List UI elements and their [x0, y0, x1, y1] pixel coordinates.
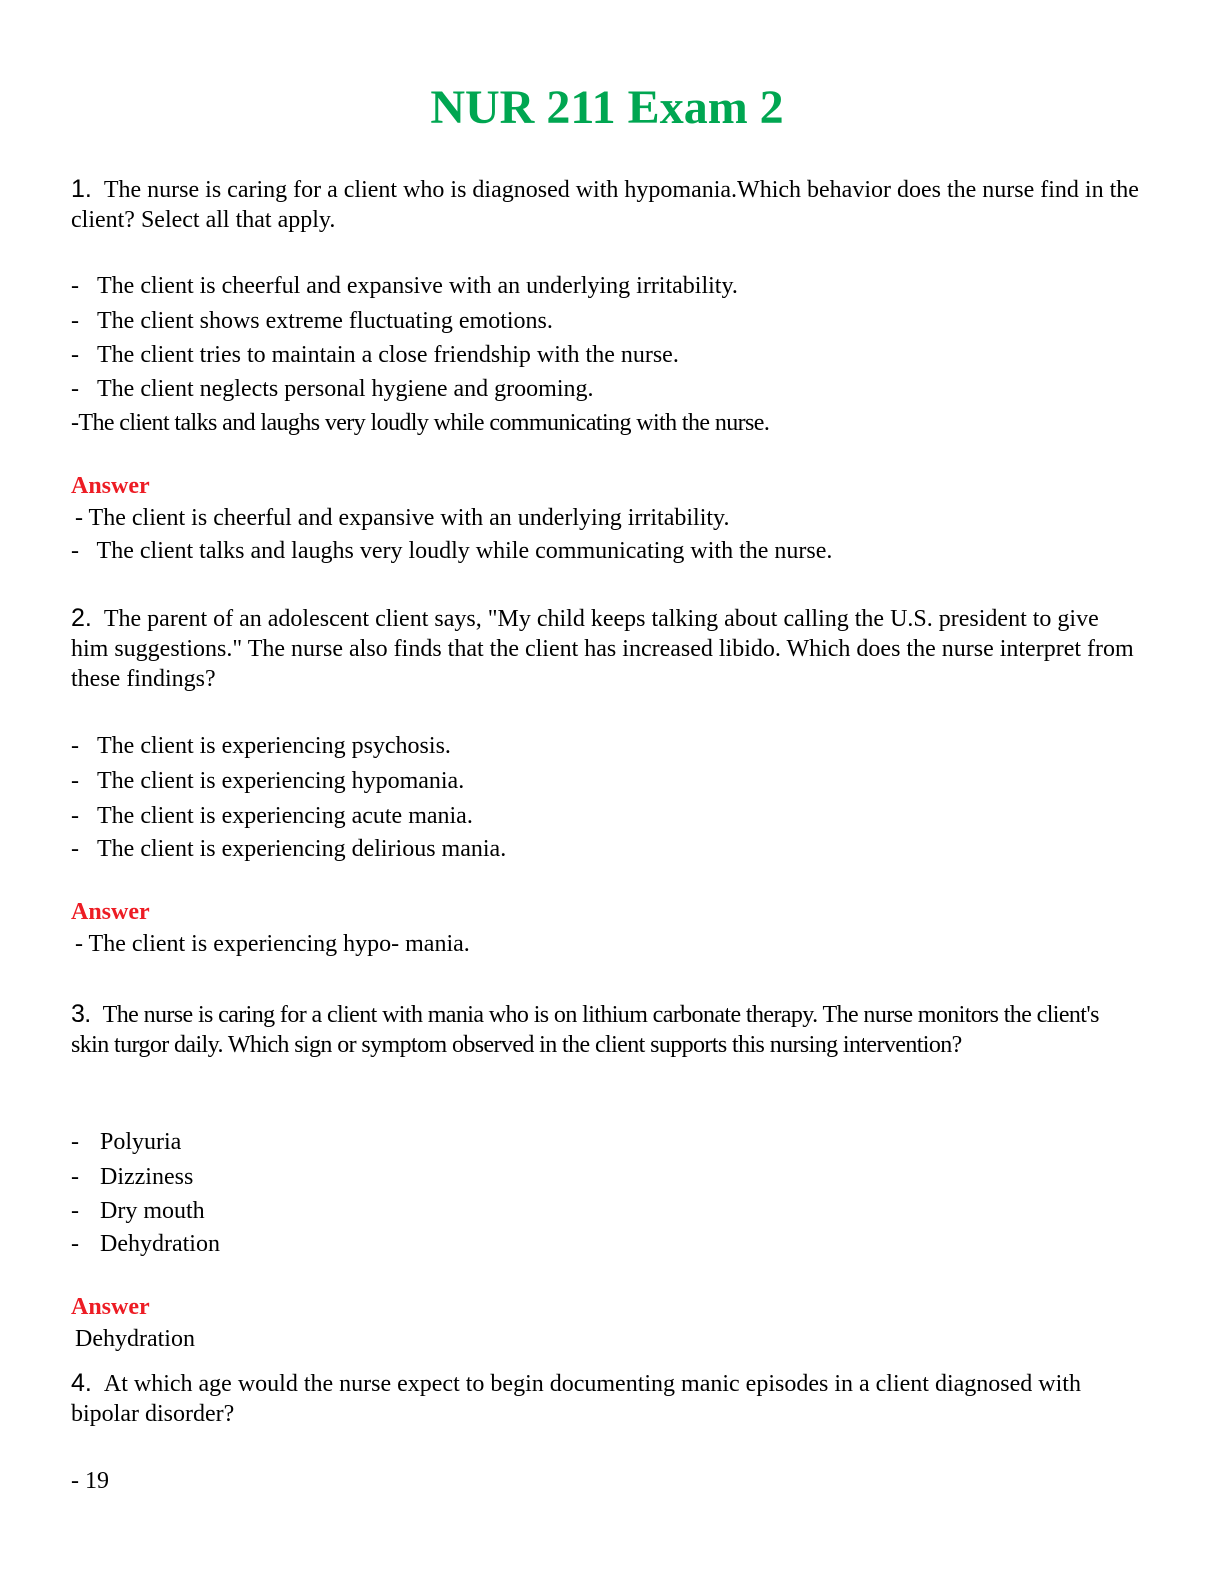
option-text: -The client talks and laughs very loudly while communicating with the nurse. [71, 410, 770, 436]
answer-1-1: - The client is cheerful and expansive with an underlying irritability. [75, 505, 730, 531]
option-dash: - [71, 376, 79, 402]
option-2-2 [71, 766, 464, 796]
option-dash: - [71, 1231, 79, 1257]
question-text: The parent of an adolescent client says, "My child keeps talking about calling the U.S. president to give him suggestions." The nurse also finds that the client has increased libido. Which does the nurse interpret from these findings? [71, 606, 1134, 692]
question-1 [71, 174, 1141, 235]
option-dash: - [71, 1198, 79, 1224]
option-text: The client is experiencing delirious mania. [97, 836, 507, 862]
option-dash: - [71, 273, 79, 299]
question-text: At which age would the nurse expect to begin documenting manic episodes in a client diagnosed with bipolar disorder? [71, 1371, 1081, 1427]
answer-label-1: Answer [71, 473, 150, 499]
option-1-5 [71, 408, 769, 438]
option-text: The client is cheerful and expansive with an underlying irritability. [97, 273, 738, 299]
question-text: The nurse is caring for a client with mania who is on lithium carbonate therapy. The nurse monitors the client's skin turgor daily. Which sign or symptom observed in the client supports this nursing intervention? [71, 1002, 1099, 1058]
option-text: The client is experiencing psychosis. [97, 733, 451, 759]
option-dash: - [71, 1164, 79, 1190]
option-1-1 [71, 271, 738, 301]
answer-2-1: - The client is experiencing hypo- mania. [75, 931, 470, 957]
option-dash: - [71, 768, 79, 794]
option-2-3 [71, 801, 473, 831]
option-text: The client is experiencing hypomania. [97, 768, 465, 794]
answer-label-2: Answer [71, 899, 150, 925]
question-number: 1. [71, 175, 92, 203]
option-3-2 [71, 1162, 193, 1192]
option-text: Dehydration [100, 1231, 220, 1257]
option-text: Polyuria [100, 1129, 182, 1155]
option-dash: - [71, 836, 79, 862]
question-number: 3. [71, 1000, 91, 1028]
option-dash: - [71, 342, 79, 368]
question-number: 4. [71, 1369, 92, 1397]
option-3-4 [71, 1229, 220, 1259]
option-text: The client neglects personal hygiene and grooming. [97, 376, 594, 402]
option-1-4 [71, 374, 594, 404]
answer-1-2: - The client talks and laughs very loudly while communicating with the nurse. [71, 538, 833, 564]
option-text: Dry mouth [100, 1198, 205, 1224]
option-1-3 [71, 340, 679, 370]
question-number: 2. [71, 604, 92, 632]
option-text: The client shows extreme fluctuating emotions. [97, 308, 553, 334]
page-number: - 19 [71, 1468, 109, 1494]
option-2-1 [71, 731, 451, 761]
option-dash: - [71, 803, 79, 829]
question-2 [71, 603, 1141, 694]
question-4 [71, 1368, 1141, 1429]
option-2-4 [71, 834, 506, 864]
option-dash: - [71, 733, 79, 759]
question-3 [71, 999, 1141, 1060]
question-text: The nurse is caring for a client who is diagnosed with hypomania.Which behavior does the nurse find in the client? Select all that apply. [71, 177, 1139, 233]
answer-3-1: Dehydration [75, 1326, 195, 1352]
option-dash: - [71, 308, 79, 334]
answer-label-3: Answer [71, 1294, 150, 1320]
option-text: The client tries to maintain a close friendship with the nurse. [97, 342, 679, 368]
page-title: NUR 211 Exam 2 [430, 81, 784, 134]
option-3-1 [71, 1127, 181, 1157]
option-text: The client is experiencing acute mania. [97, 803, 473, 829]
option-text: Dizziness [100, 1164, 194, 1190]
option-3-3 [71, 1196, 205, 1226]
option-dash: - [71, 1129, 79, 1155]
option-1-2 [71, 306, 553, 336]
